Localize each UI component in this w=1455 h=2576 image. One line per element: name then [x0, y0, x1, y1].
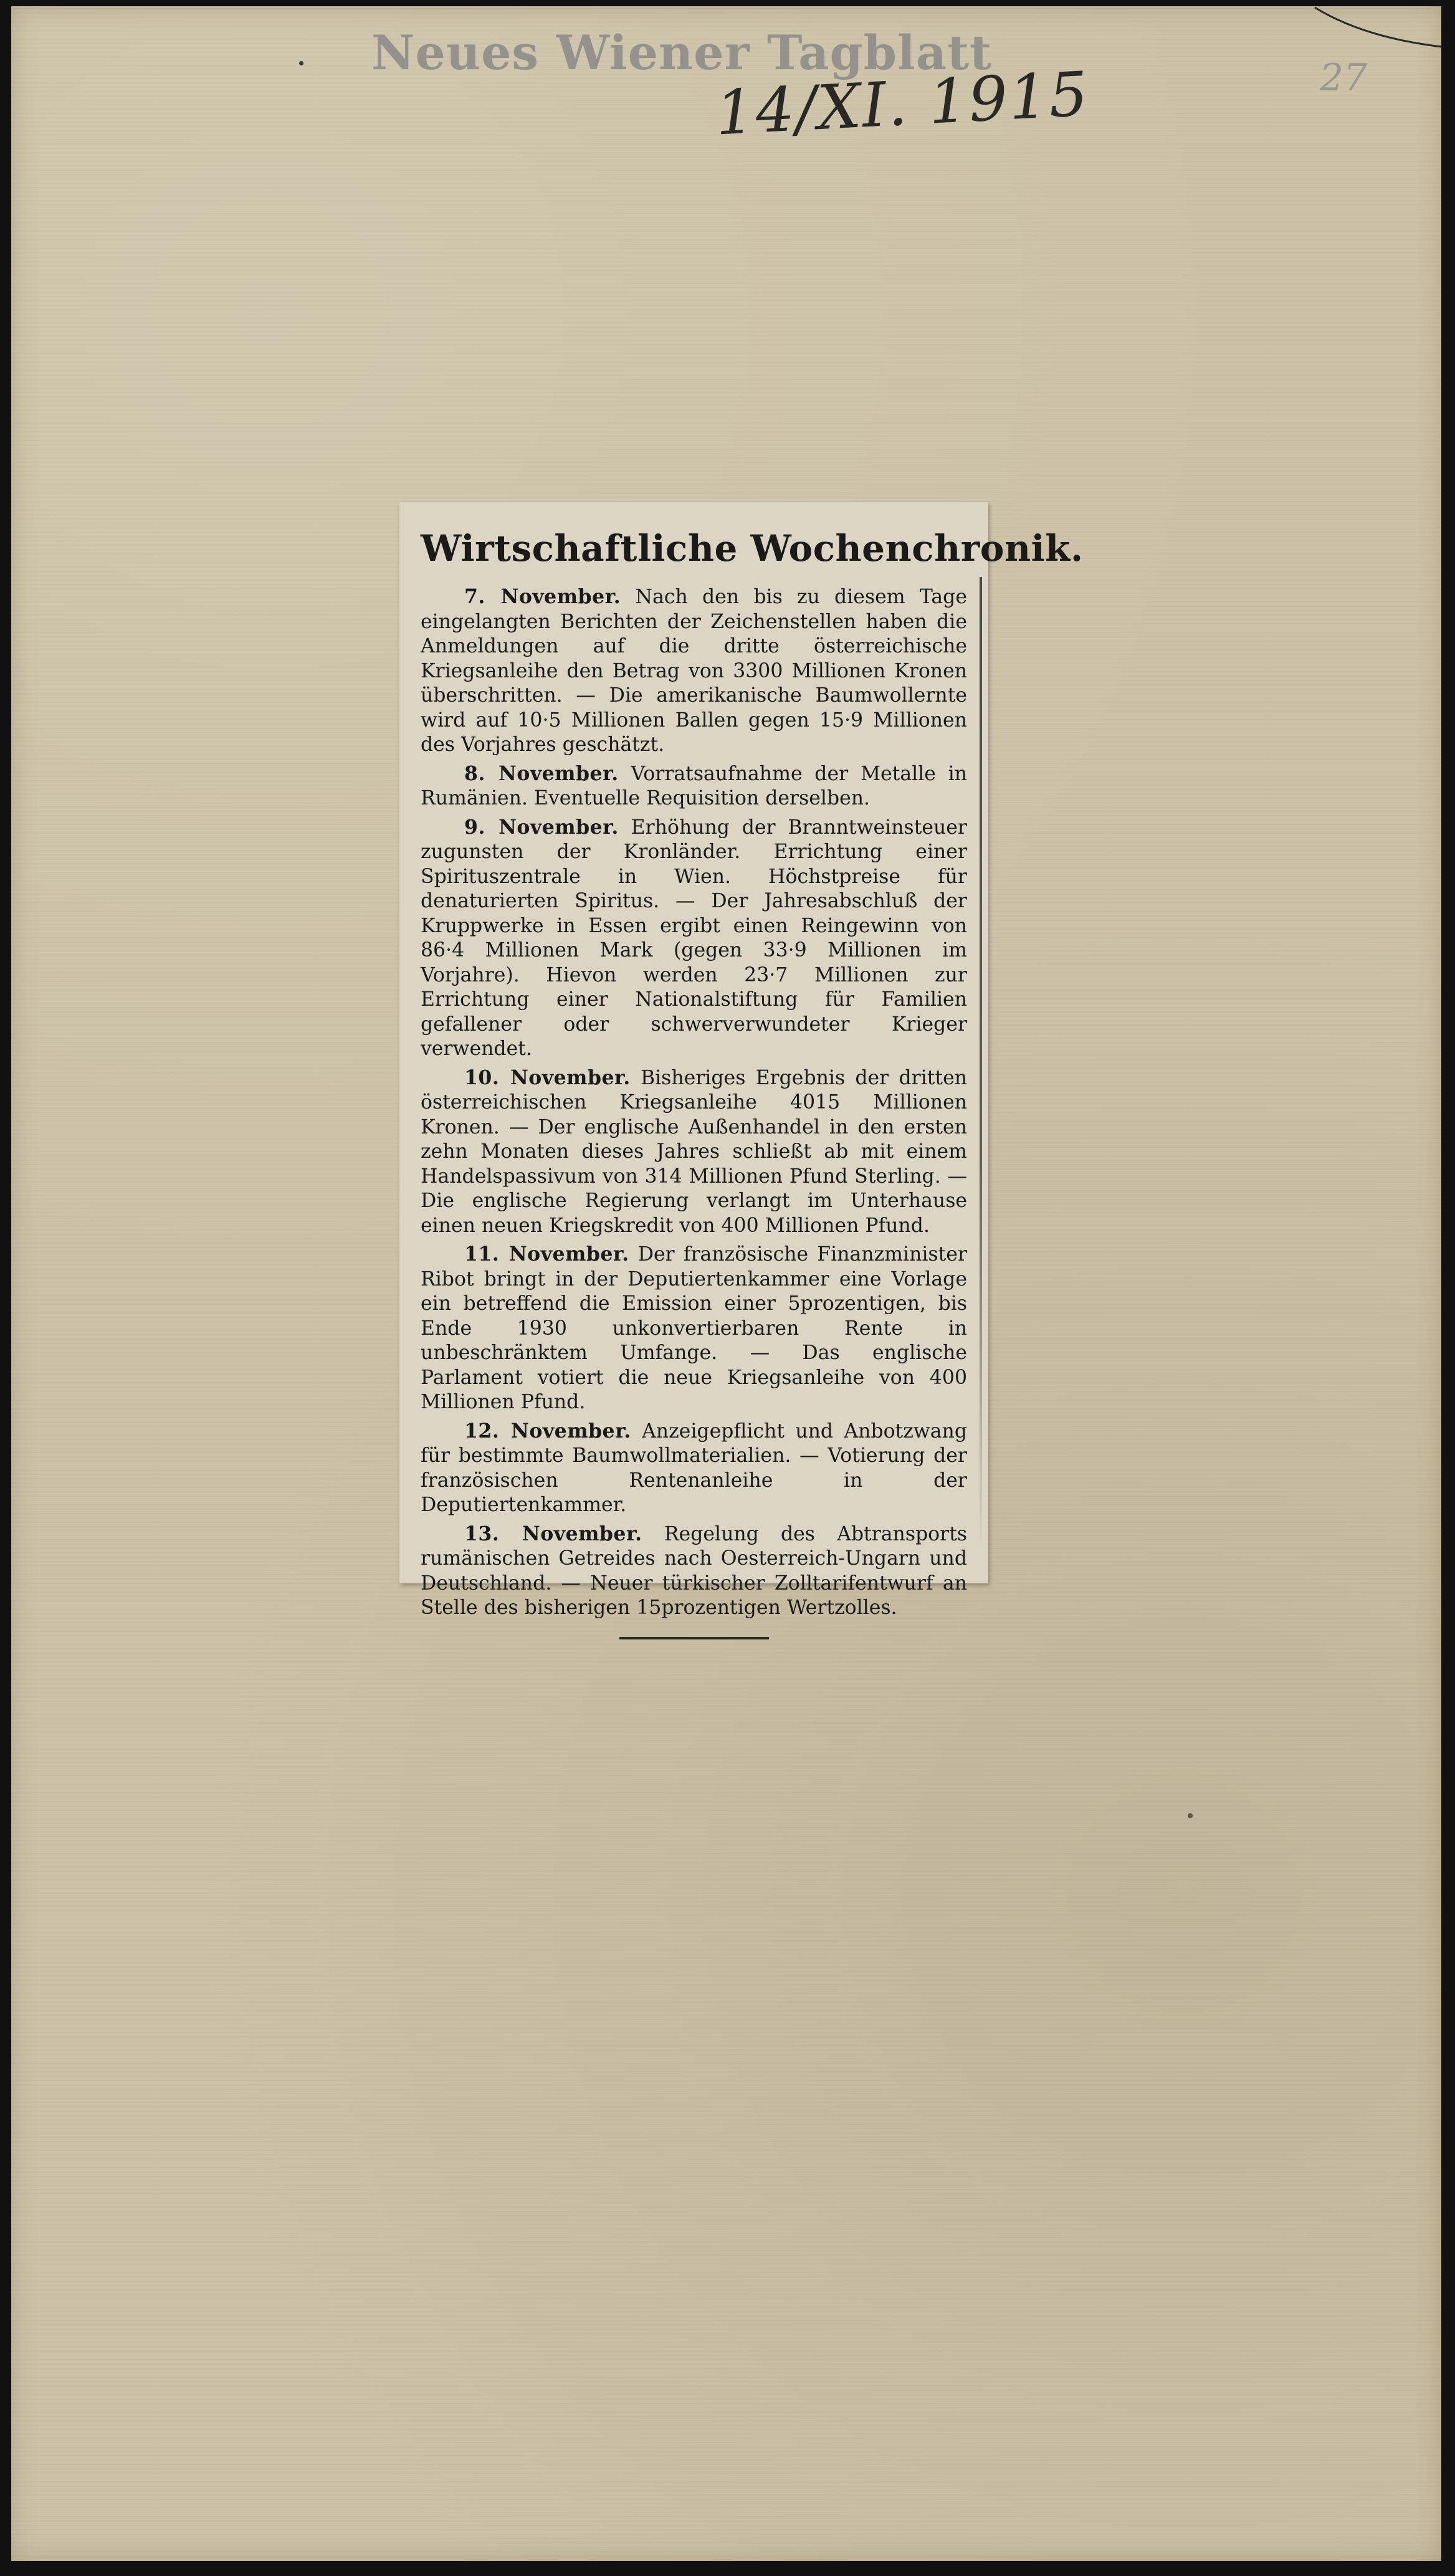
archive-number: 27	[1320, 56, 1368, 100]
newspaper-stamp: Neues Wiener Tagblatt	[371, 25, 993, 80]
entry-text: Nach den bis zu diesem Tage eingelangten Berichten der Zeichenstellen haben die Anmeldungen auf die dritte österreichische Kriegsanleihe den Betrag von 3300 Millionen Kronen überschritten. — Die amerikanische Baumwollernte wird auf 10·5 Millionen Ballen gegen 15·9 Millionen des Vorjahres geschätzt.	[421, 586, 967, 756]
entry-date: 13. November.	[464, 1522, 642, 1545]
entry-text: Bisheriges Ergebnis der dritten österreichischen Kriegsanleihe 4015 Millionen Kronen. — Der englische Außenhandel in den ersten zehn Monaten dieses Jahres schließt ab mit einem Handelspassivum von 314 Millionen Pfund Sterling. — Die englische Regierung verlangt im Unterhause einen neuen Kriegskredit von 400 Millionen Pfund.	[421, 1066, 967, 1237]
closing-rule	[619, 1637, 769, 1639]
entry-date: 12. November.	[464, 1419, 631, 1443]
chronicle-entry	[421, 815, 967, 1062]
chronicle-entry	[421, 584, 967, 758]
entry-date: 8. November.	[464, 761, 619, 785]
archive-sheet	[11, 6, 1441, 2561]
entry-text: Regelung des Abtransports rumänischen Getreides nach Oesterreich-Ungarn und Deutschland. — Neuer türkischer Zolltarifentwurf an Stelle des bisherigen 15prozentigen Wertzolles.	[421, 1522, 968, 1619]
scan-speck	[299, 61, 303, 65]
handwritten-date: 14/XI. 1915	[713, 59, 1091, 150]
clipping-title: Wirtschaftliche Wochenchronik.	[421, 527, 1084, 570]
entry-text: Erhöhung der Branntweinsteuer zugunsten der Kronländer. Errichtung einer Spirituszentrale in Wien. Höchstpreise für denaturierten Spiritus. — Der Jahresabschluß der Kruppwerke in Essen ergibt einen Reingewinn von 86·4 Millionen Mark (gegen 33·9 Millionen im Vorjahre). Hievon werden 23·7 Millionen zur Errichtung einer Nationalstiftung für Familien gefallener oder schwerverwundeter Krieger verwendet.	[421, 816, 967, 1060]
corner-pencil-mark	[1314, 6, 1444, 50]
entry-text: Der französische Finanzminister Ribot bringt in der Deputiertenkammer eine Vorlage ein betreffend die Emission einer 5prozentigen, bis Ende 1930 unkonvertierbaren Rente in unbeschränktem Umfange. — Das englische Parlament votiert die neue Kriegsanleihe von 400 Millionen Pfund.	[421, 1243, 968, 1413]
chronicle-entry	[421, 1522, 967, 1621]
entry-text: Vorratsaufnahme der Metalle in Rumänien. Eventuelle Requisition derselben.	[421, 762, 967, 809]
chronicle-entry	[421, 761, 967, 811]
entry-date: 7. November.	[464, 585, 621, 608]
scan-speck	[1188, 1813, 1193, 1818]
chronicle-entry	[421, 1242, 967, 1415]
chronicle-entry	[421, 1066, 967, 1239]
entry-date: 10. November.	[464, 1066, 631, 1089]
newspaper-clipping	[399, 502, 1084, 1619]
entry-date: 11. November.	[464, 1243, 629, 1266]
chronicle-entry	[421, 1419, 967, 1518]
entry-date: 9. November.	[464, 815, 619, 839]
entry-text: Anzeigepflicht und Anbotzwang für bestimmte Baumwollmaterialien. — Votierung der französischen Rentenanleihe in der Deputiertenkammer.	[421, 1419, 967, 1516]
